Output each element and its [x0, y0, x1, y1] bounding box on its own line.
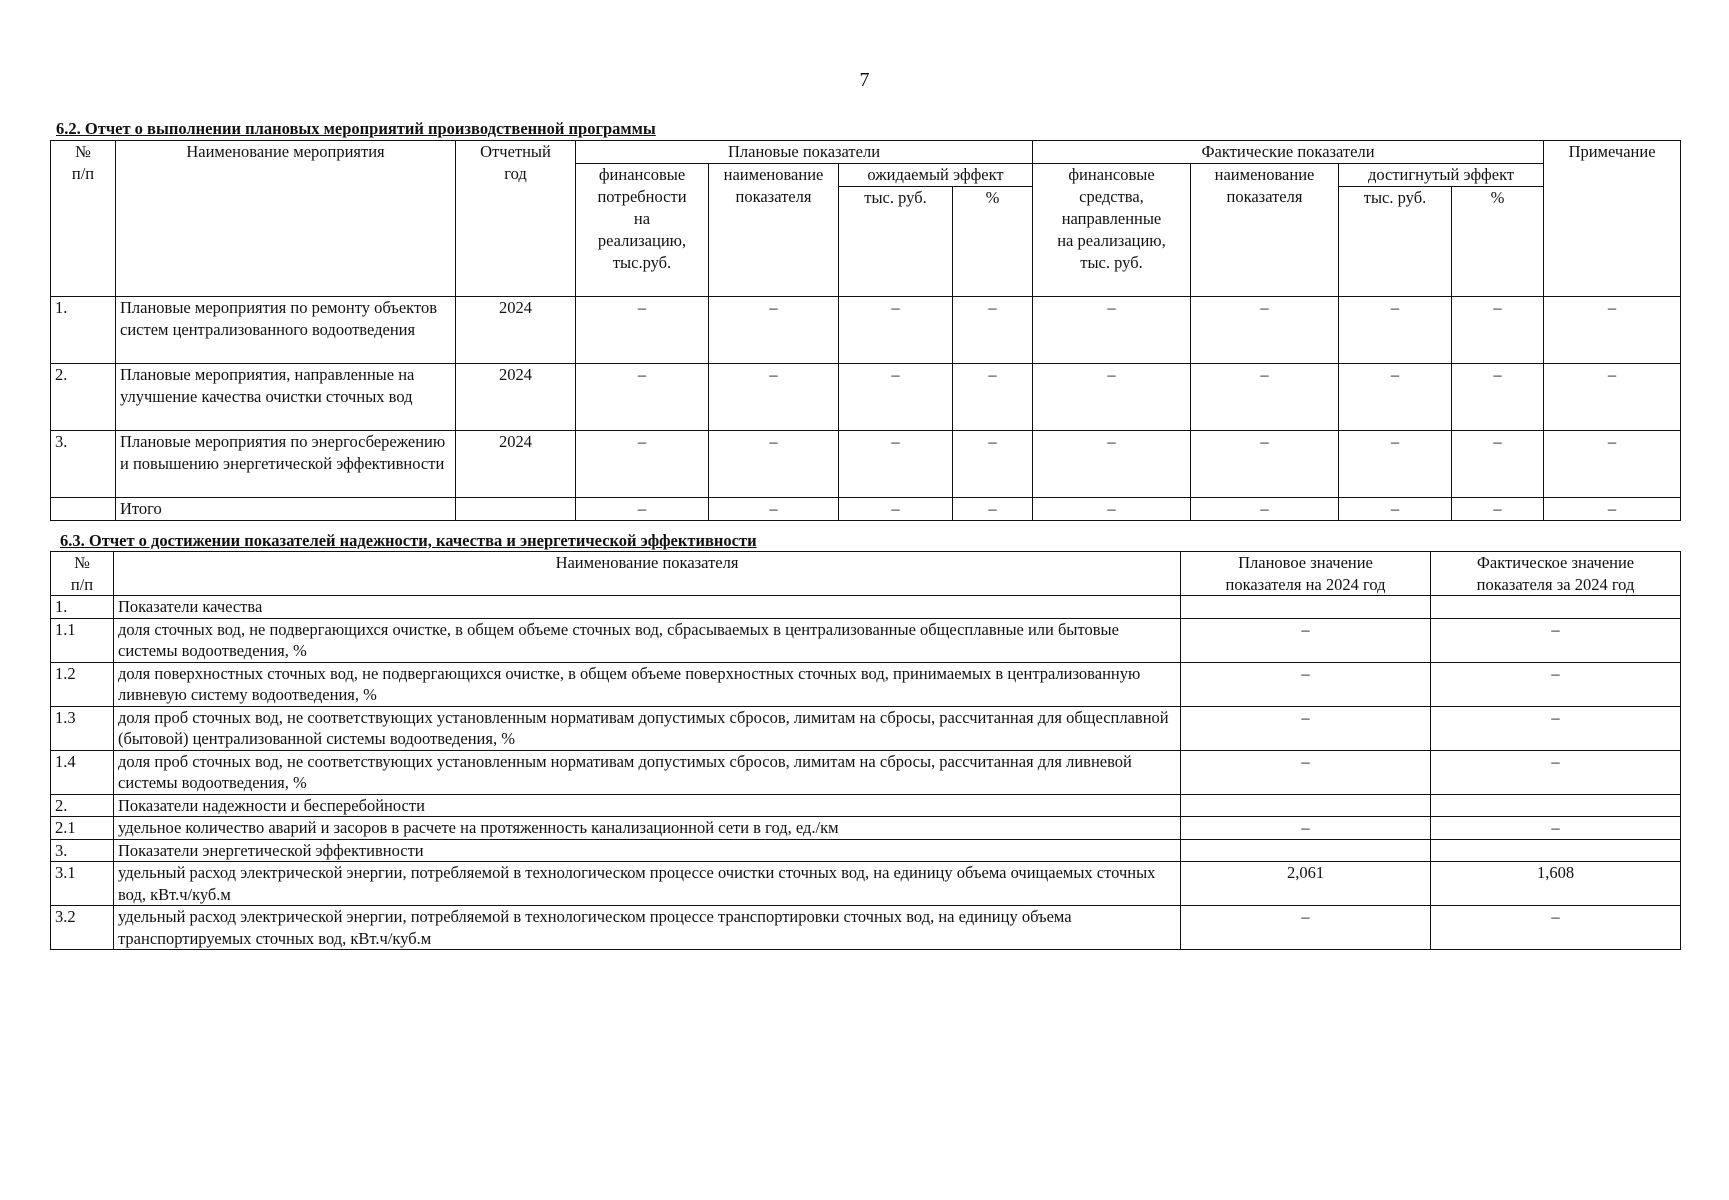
indicator-name: доля проб сточных вод, не соответствующих установленным нормативам допустимых сбросов, лимитам на сбросы, рассчитанная для общесплавной (бытовой) централизованной системы водоотведения, %	[114, 706, 1181, 750]
table-row	[51, 662, 1681, 706]
value-cell: –	[839, 297, 953, 364]
header-plan-financial-needs: финансовые потребности на реализацию, тыс.руб.	[576, 164, 709, 297]
value-cell: –	[1452, 364, 1544, 431]
table-row	[51, 297, 1681, 364]
value-cell: –	[1339, 297, 1452, 364]
actual-value: –	[1431, 817, 1681, 840]
report-year: 2024	[456, 364, 576, 431]
header-plan-percent: %	[953, 187, 1033, 297]
total-value-cell: –	[1191, 498, 1339, 521]
value-cell: –	[576, 431, 709, 498]
table-row	[51, 618, 1681, 662]
table-row	[51, 794, 1681, 817]
row-num: 1.1	[51, 618, 114, 662]
table-row	[51, 817, 1681, 840]
value-cell: –	[1544, 364, 1681, 431]
header-row	[51, 552, 1681, 596]
value-cell: –	[1191, 431, 1339, 498]
planned-value: –	[1181, 750, 1431, 794]
total-num	[51, 498, 116, 521]
total-label: Итого	[116, 498, 456, 521]
page-number: 7	[859, 69, 870, 91]
value-cell: –	[1452, 297, 1544, 364]
planned-value: –	[1181, 817, 1431, 840]
actual-value	[1431, 596, 1681, 619]
planned-value	[1181, 794, 1431, 817]
header-actual-indicator-name: наименование показателя	[1191, 164, 1339, 297]
indicator-name: Показатели надежности и бесперебойности	[114, 794, 1181, 817]
value-cell: –	[576, 364, 709, 431]
table-row	[51, 596, 1681, 619]
value-cell: –	[576, 297, 709, 364]
table-row	[51, 431, 1681, 498]
value-cell: –	[1544, 297, 1681, 364]
actual-value: –	[1431, 906, 1681, 950]
report-6-2-table	[50, 140, 1681, 521]
header-achieved-effect: достигнутый эффект	[1339, 164, 1544, 187]
value-cell: –	[1033, 297, 1191, 364]
indicator-name: удельное количество аварий и засоров в расчете на протяженность канализационной сети в год, ед./км	[114, 817, 1181, 840]
total-value-cell: –	[953, 498, 1033, 521]
header-actual-thousand-rub: тыс. руб.	[1339, 187, 1452, 297]
table-row	[51, 906, 1681, 950]
value-cell: –	[1033, 431, 1191, 498]
header-actual-indicators: Фактические показатели	[1033, 141, 1544, 164]
row-num: 3.2	[51, 906, 114, 950]
actual-value	[1431, 839, 1681, 862]
planned-value: –	[1181, 618, 1431, 662]
report-year: 2024	[456, 297, 576, 364]
header-measure-name: Наименование мероприятия	[116, 141, 456, 297]
value-cell: –	[709, 364, 839, 431]
indicator-name: удельный расход электрической энергии, потребляемой в технологическом процессе транспортировки сточных вод, на единицу объема транспортируемых сточных вод, кВт.ч/куб.м	[114, 906, 1181, 950]
row-num: 1.	[51, 596, 114, 619]
value-cell: –	[1033, 364, 1191, 431]
header-num: № п/п	[51, 552, 114, 596]
report-6-2-title: 6.2. Отчет о выполнении плановых мероприятий производственной программы	[56, 119, 656, 138]
planned-value: 2,061	[1181, 862, 1431, 906]
header-planned-value: Плановое значение показателя на 2024 год	[1181, 552, 1431, 596]
indicator-name: доля поверхностных сточных вод, не подвергающихся очистке, в общем объеме поверхностных сточных вод, принимаемых в централизованную ливневую систему водоотведения, %	[114, 662, 1181, 706]
report-6-3-body	[51, 552, 1681, 950]
planned-value	[1181, 596, 1431, 619]
row-num: 1.	[51, 297, 116, 364]
total-value-cell: –	[709, 498, 839, 521]
value-cell: –	[1191, 364, 1339, 431]
measure-name: Плановые мероприятия по ремонту объектов систем централизованного водоотведения	[116, 297, 456, 364]
indicator-name: удельный расход электрической энергии, потребляемой в технологическом процессе очистки сточных вод, на единицу объема очищаемых сточных вод, кВт.ч/куб.м	[114, 862, 1181, 906]
row-num: 3.	[51, 839, 114, 862]
value-cell: –	[1544, 431, 1681, 498]
report-6-3-table	[50, 551, 1681, 950]
total-value-cell: –	[1033, 498, 1191, 521]
total-year	[456, 498, 576, 521]
table-row	[51, 862, 1681, 906]
indicator-name: Показатели энергетической эффективности	[114, 839, 1181, 862]
header-num: № п/п	[51, 141, 116, 297]
total-value-cell: –	[1544, 498, 1681, 521]
indicator-name: доля сточных вод, не подвергающихся очистке, в общем объеме сточных вод, сбрасываемых в централизованные общесплавные или бытовые системы водоотведения, %	[114, 618, 1181, 662]
value-cell: –	[953, 364, 1033, 431]
header-actual-financial-funds: финансовые средства, направленные на реализацию, тыс. руб.	[1033, 164, 1191, 297]
actual-value: –	[1431, 706, 1681, 750]
value-cell: –	[953, 297, 1033, 364]
header-expected-effect: ожидаемый эффект	[839, 164, 1033, 187]
measure-name: Плановые мероприятия по энергосбережению и повышению энергетической эффективности	[116, 431, 456, 498]
value-cell: –	[953, 431, 1033, 498]
total-row	[51, 498, 1681, 521]
row-num: 2.	[51, 364, 116, 431]
row-num: 3.1	[51, 862, 114, 906]
table-row	[51, 750, 1681, 794]
value-cell: –	[1339, 431, 1452, 498]
row-num: 1.2	[51, 662, 114, 706]
value-cell: –	[839, 431, 953, 498]
report-6-2-body	[51, 141, 1681, 521]
planned-value: –	[1181, 906, 1431, 950]
actual-value: –	[1431, 618, 1681, 662]
header-actual-percent: %	[1452, 187, 1544, 297]
planned-value	[1181, 839, 1431, 862]
value-cell: –	[1339, 364, 1452, 431]
actual-value: –	[1431, 662, 1681, 706]
header-note: Примечание	[1544, 141, 1681, 297]
actual-value	[1431, 794, 1681, 817]
header-report-year: Отчетный год	[456, 141, 576, 297]
planned-value: –	[1181, 706, 1431, 750]
value-cell: –	[1452, 431, 1544, 498]
indicator-name: Показатели качества	[114, 596, 1181, 619]
header-plan-thousand-rub: тыс. руб.	[839, 187, 953, 297]
total-value-cell: –	[1452, 498, 1544, 521]
actual-value: –	[1431, 750, 1681, 794]
value-cell: –	[839, 364, 953, 431]
report-year: 2024	[456, 431, 576, 498]
total-value-cell: –	[1339, 498, 1452, 521]
value-cell: –	[709, 297, 839, 364]
table-row	[51, 706, 1681, 750]
header-row-1	[51, 141, 1681, 164]
total-value-cell: –	[576, 498, 709, 521]
header-planned-indicators: Плановые показатели	[576, 141, 1033, 164]
header-indicator-name: Наименование показателя	[114, 552, 1181, 596]
row-num: 1.4	[51, 750, 114, 794]
table-row	[51, 839, 1681, 862]
row-num: 3.	[51, 431, 116, 498]
actual-value: 1,608	[1431, 862, 1681, 906]
report-6-3-title: 6.3. Отчет о достижении показателей надежности, качества и энергетической эффективности	[60, 531, 757, 550]
header-actual-value: Фактическое значение показателя за 2024 год	[1431, 552, 1681, 596]
indicator-name: доля проб сточных вод, не соответствующих установленным нормативам допустимых сбросов, лимитам на сбросы, рассчитанная для ливневой системы водоотведения, %	[114, 750, 1181, 794]
value-cell: –	[709, 431, 839, 498]
measure-name: Плановые мероприятия, направленные на улучшение качества очистки сточных вод	[116, 364, 456, 431]
planned-value: –	[1181, 662, 1431, 706]
row-num: 1.3	[51, 706, 114, 750]
total-value-cell: –	[839, 498, 953, 521]
row-num: 2.	[51, 794, 114, 817]
value-cell: –	[1191, 297, 1339, 364]
table-row	[51, 364, 1681, 431]
header-plan-indicator-name: наименование показателя	[709, 164, 839, 297]
row-num: 2.1	[51, 817, 114, 840]
